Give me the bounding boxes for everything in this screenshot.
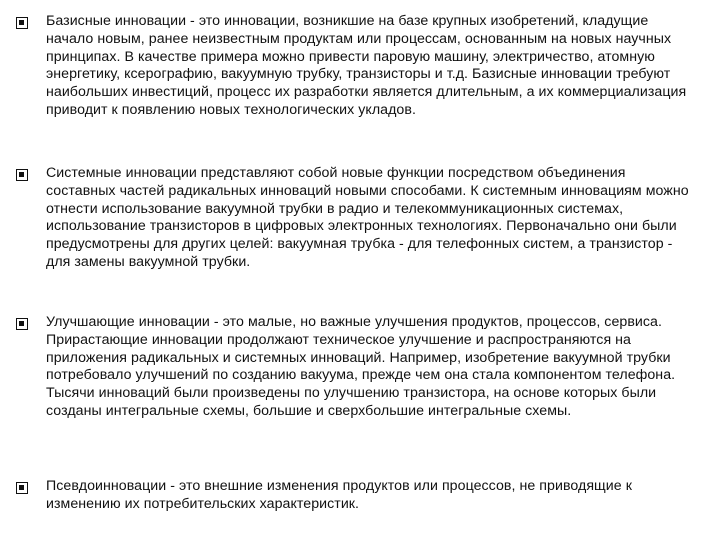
square-bullet-icon (16, 318, 28, 330)
square-bullet-icon (16, 482, 28, 494)
bullet-text: Системные инновации представляют собой новые функции посредством объединения составных частей радикальных инноваций новыми способами. К системным инновациям можно отнести использование вакуумной трубки в радио и телекоммуникационных системах, использование транзисторов в цифровых электронных технологиях. Первоначально они были предусмотрены для других целей: вакуумная трубка - для телефонных систем, а транзистор - для замены вакуумной трубки. (46, 165, 689, 270)
bullet-item-basic-innovations (46, 13, 698, 120)
bullet-item-improving-innovations (46, 314, 698, 421)
bullet-item-system-innovations (46, 165, 698, 272)
bullet-item-pseudo-innovations (46, 478, 698, 514)
square-bullet-icon (16, 17, 28, 29)
bullet-text: Базисные инновации - это инновации, возникшие на базе крупных изобретений, кладущие начало новым, ранее неизвестным продуктам или процессам, основанным на новых научных принципах. В качестве примера можно привести паровую машину, электричество, атомную энергетику, ксерографию, вакуумную трубку, транзисторы и т.д. Базисные инновации требуют наибольших инвестиций, процесс их разработки является длительным, а их коммерциализация приводит к появлению новых технологических укладов. (46, 13, 687, 118)
bullet-text: Улучшающие инновации - это малые, но важные улучшения продуктов, процессов, сервиса. Прирастающие инновации продолжают техническое улучшение и распространяются на приложения радикальных и системных инноваций. Например, изобретение вакуумной трубки потребовало улучшений по созданию вакуума, прежде чем она стала компонентом телефона. Тысячи инноваций были произведены по улучшению транзистора, на основе которых были созданы интегральные схемы, большие и сверхбольшие интегральные схемы. (46, 314, 676, 419)
bullet-text: Псевдоинновации - это внешние изменения продуктов или процессов, не приводящие к изменению их потребительских характеристик. (46, 478, 632, 512)
square-bullet-icon (16, 169, 28, 181)
